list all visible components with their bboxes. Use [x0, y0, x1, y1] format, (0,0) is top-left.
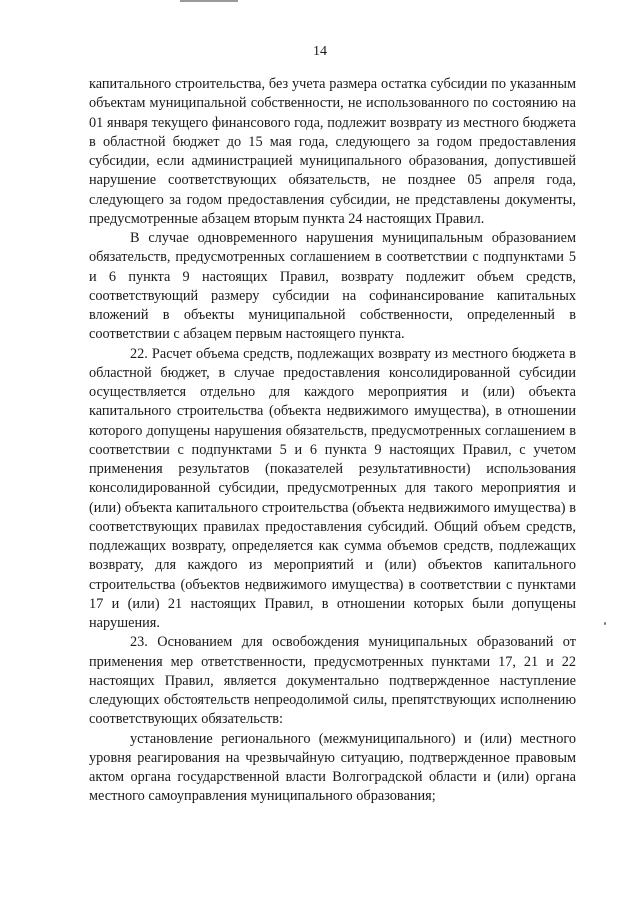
paragraph-23: 23. Основанием для освобождения муниципальных образований от применения мер ответственности, предусмотренных пунктами 17, 21 и 22 настоящих Правил, является документально подтвержденное наступление следующих обстоятельств непреодолимой силы, препятствующих исполнению соответствующих обязательств: [89, 634, 576, 728]
paragraph-1: капитального строительства, без учета размера остатка субсидии по указанным объектам муниципальной собственности, не использованного по состоянию на 01 января текущего финансового года, подлежит возврату из местного бюджета в областной бюджет до 15 мая года, следующего за годом предоставления субсидии, если администрацией муниципального образования, допустившей нарушение соответствующих обязательств, не позднее 05 апреля года, следующего за годом предоставления субсидии, не представлены документы, предусмотренные абзацем вторым пункта 24 настоящих Правил. [89, 76, 576, 227]
paragraph-22: 22. Расчет объема средств, подлежащих возврату из местного бюджета в областной бюджет, в случае предоставления консолидированной субсидии осуществляется отдельно для каждого мероприятия и (или) объекта капитального строительства (объекта недвижимого имущества), в отношении которого допущены нарушения обязательств, предусмотренных соглашением в соответствии с подпунктами 5 и 6 пункта 9 настоящих Правил, с учетом применения результатов (показателей результативности) использования консолидированной субсидии, предусмотренных для такого мероприятия и (или) объекта капитального строительства (объекта недвижимого имущества) в соответствующих правилах предоставления субсидий. Общий объем средств, подлежащих возврату, определяется как сумма объемов средств, подлежащих возврату, для каждого из мероприятий и (или) объектов капитального строительства (объектов недвижимого имущества) в соответствии с пунктами 17 и (или) 21 настоящих Правил, в отношении которых были допущены нарушения. [89, 345, 576, 631]
document-body [89, 75, 576, 807]
paragraph-23-item: установление регионального (межмуниципального) и (или) местного уровня реагирования на чрезвычайную ситуацию, подтвержденное правовым актом органа государственной власти Волгоградской области и (или) органа местного самоуправления муниципального образования; [89, 730, 576, 805]
scan-edge-mark [180, 0, 238, 2]
paragraph-2: В случае одновременного нарушения муниципальным образованием обязательств, предусмотренных соглашением в соответствии с подпунктами 5 и 6 пункта 9 настоящих Правил, возврату подлежит объем средств, соответствующий размеру субсидии на софинансирование капитальных вложений в объекты муниципальной собственности, определенный в соответствии с абзацем первым настоящего пункта. [89, 230, 576, 343]
page-number: 14 [313, 44, 327, 59]
scan-speck [604, 622, 606, 625]
